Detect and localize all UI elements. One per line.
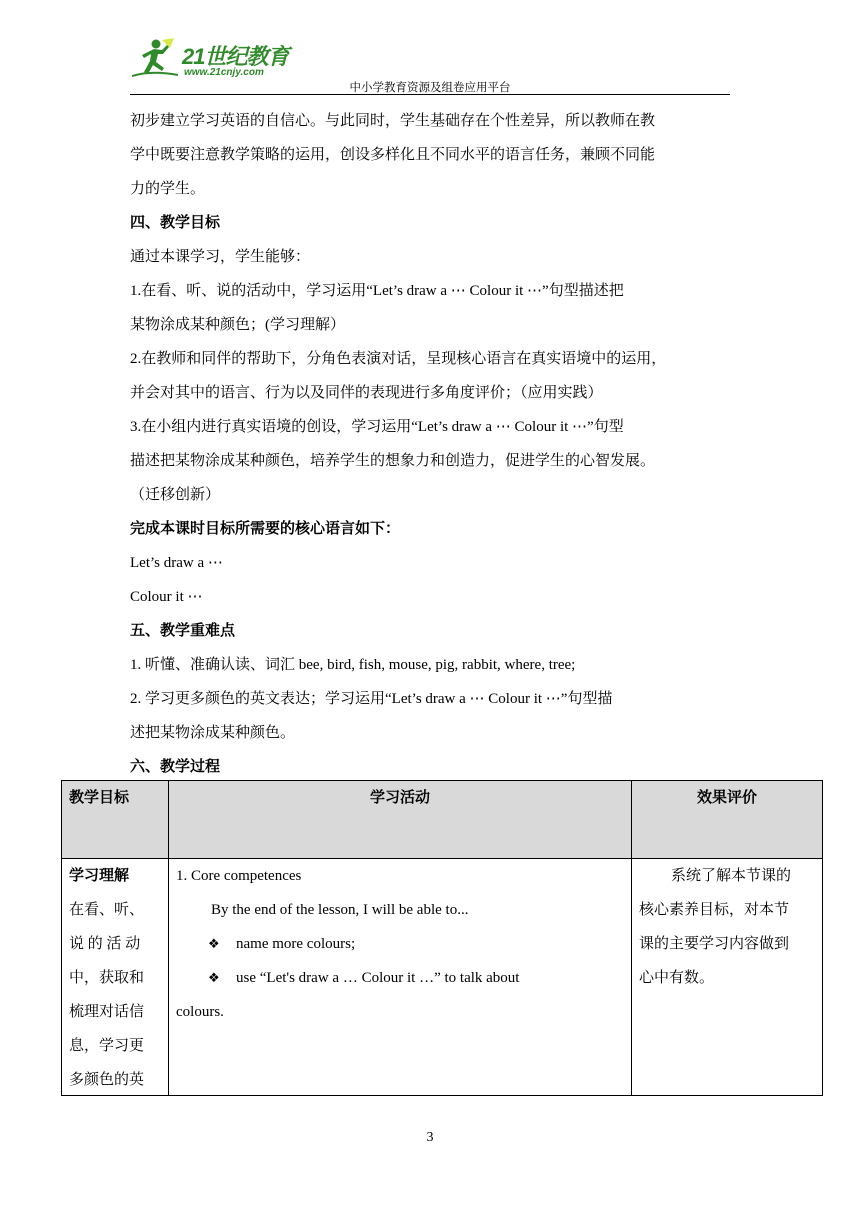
objective-2: 2.在教师和同伴的帮助下，分角色表演对话，呈现核心语言在真实语境中的运用， [130, 351, 667, 367]
objective-text-line: 多颜色的英 [69, 1072, 145, 1088]
objective-text-line: 说 的 活 动 [69, 936, 141, 952]
core-language-heading: 完成本课时目标所需要的核心语言如下： [130, 521, 401, 537]
body-line: （迁移创新） [130, 487, 221, 503]
diamond-bullet-icon: ❖ [208, 971, 220, 986]
header-objective: 教学目标 [69, 790, 130, 806]
body-line: 学中既要注意教学策略的运用，创设多样化且不同水平的语言任务，兼顾不同能 [130, 147, 656, 163]
header-platform-title: 中小学教育资源及组卷应用平台 [349, 82, 511, 94]
section-heading-key-points: 五、教学重难点 [130, 623, 236, 639]
objective-text-line: 息，学习更 [69, 1038, 145, 1054]
evaluation-line: 心中有数。 [639, 970, 715, 986]
activity-line: By the end of the lesson, I will be able to... [211, 902, 469, 918]
page-number: 3 [426, 1130, 434, 1145]
body-line: 述把某物涂成某种颜色。 [130, 725, 296, 741]
activity-line: colours. [176, 1004, 224, 1020]
key-point-1: 1. 听懂、准确认读、词汇 bee, bird, fish, mouse, pig, rabbit, where, tree; [130, 657, 576, 673]
teaching-process-table [61, 780, 823, 1096]
body-line: 某物涂成某种颜色；(学习理解） [130, 317, 345, 333]
core-language-line: Colour it ⋯ [130, 589, 203, 605]
header-evaluation: 效果评价 [696, 790, 757, 806]
body-line: 初步建立学习英语的自信心。与此同时，学生基础存在个性差异，所以教师在教 [130, 113, 656, 129]
objective-text-line: 在看、听、 [69, 902, 145, 918]
header-divider [130, 94, 730, 95]
evaluation-line: 系统了解本节课的 [671, 868, 792, 884]
evaluation-line: 核心素养目标，对本节 [639, 902, 790, 918]
running-man-icon [132, 36, 182, 82]
activity-bullet-text: name more colours; [236, 936, 356, 952]
activity-bullet-item [208, 934, 355, 955]
body-line: 描述把某物涂成某种颜色，培养学生的想象力和创造力，促进学生的心智发展。 [130, 453, 656, 469]
logo [132, 36, 302, 84]
key-point-2: 2. 学习更多颜色的英文表达；学习运用“Let’s draw a ⋯ Colour it ⋯”句型描 [130, 691, 613, 707]
diamond-bullet-icon: ❖ [208, 937, 220, 952]
objective-3: 3.在小组内进行真实语境的创设，学习运用“Let’s draw a ⋯ Colour it ⋯”句型 [130, 419, 624, 435]
core-language-line: Let’s draw a ⋯ [130, 555, 223, 571]
body-line: 力的学生。 [130, 181, 206, 197]
objective-title: 学习理解 [69, 868, 130, 884]
activity-bullet-item [208, 968, 519, 989]
section-heading-objectives: 四、教学目标 [130, 215, 221, 231]
logo-text: 21世纪教育 [182, 44, 289, 69]
body-line: 通过本课学习，学生能够： [130, 249, 311, 265]
objective-text-line: 梳理对话信 [69, 1004, 145, 1020]
header-activity: 学习活动 [369, 790, 430, 806]
section-heading-process: 六、教学过程 [130, 759, 221, 775]
objective-text-line: 中，获取和 [69, 970, 145, 986]
activity-bullet-text: use “Let's draw a … Colour it …” to talk about [236, 970, 520, 986]
body-line: 并会对其中的语言、行为以及同伴的表现进行多角度评价；（应用实践） [130, 385, 603, 401]
objective-1: 1.在看、听、说的活动中，学习运用“Let’s draw a ⋯ Colour it ⋯”句型描述把 [130, 283, 624, 299]
logo-url: www.21cnjy.com [184, 67, 264, 78]
evaluation-line: 课的主要学习内容做到 [639, 936, 790, 952]
activity-title: 1. Core competences [176, 868, 302, 884]
